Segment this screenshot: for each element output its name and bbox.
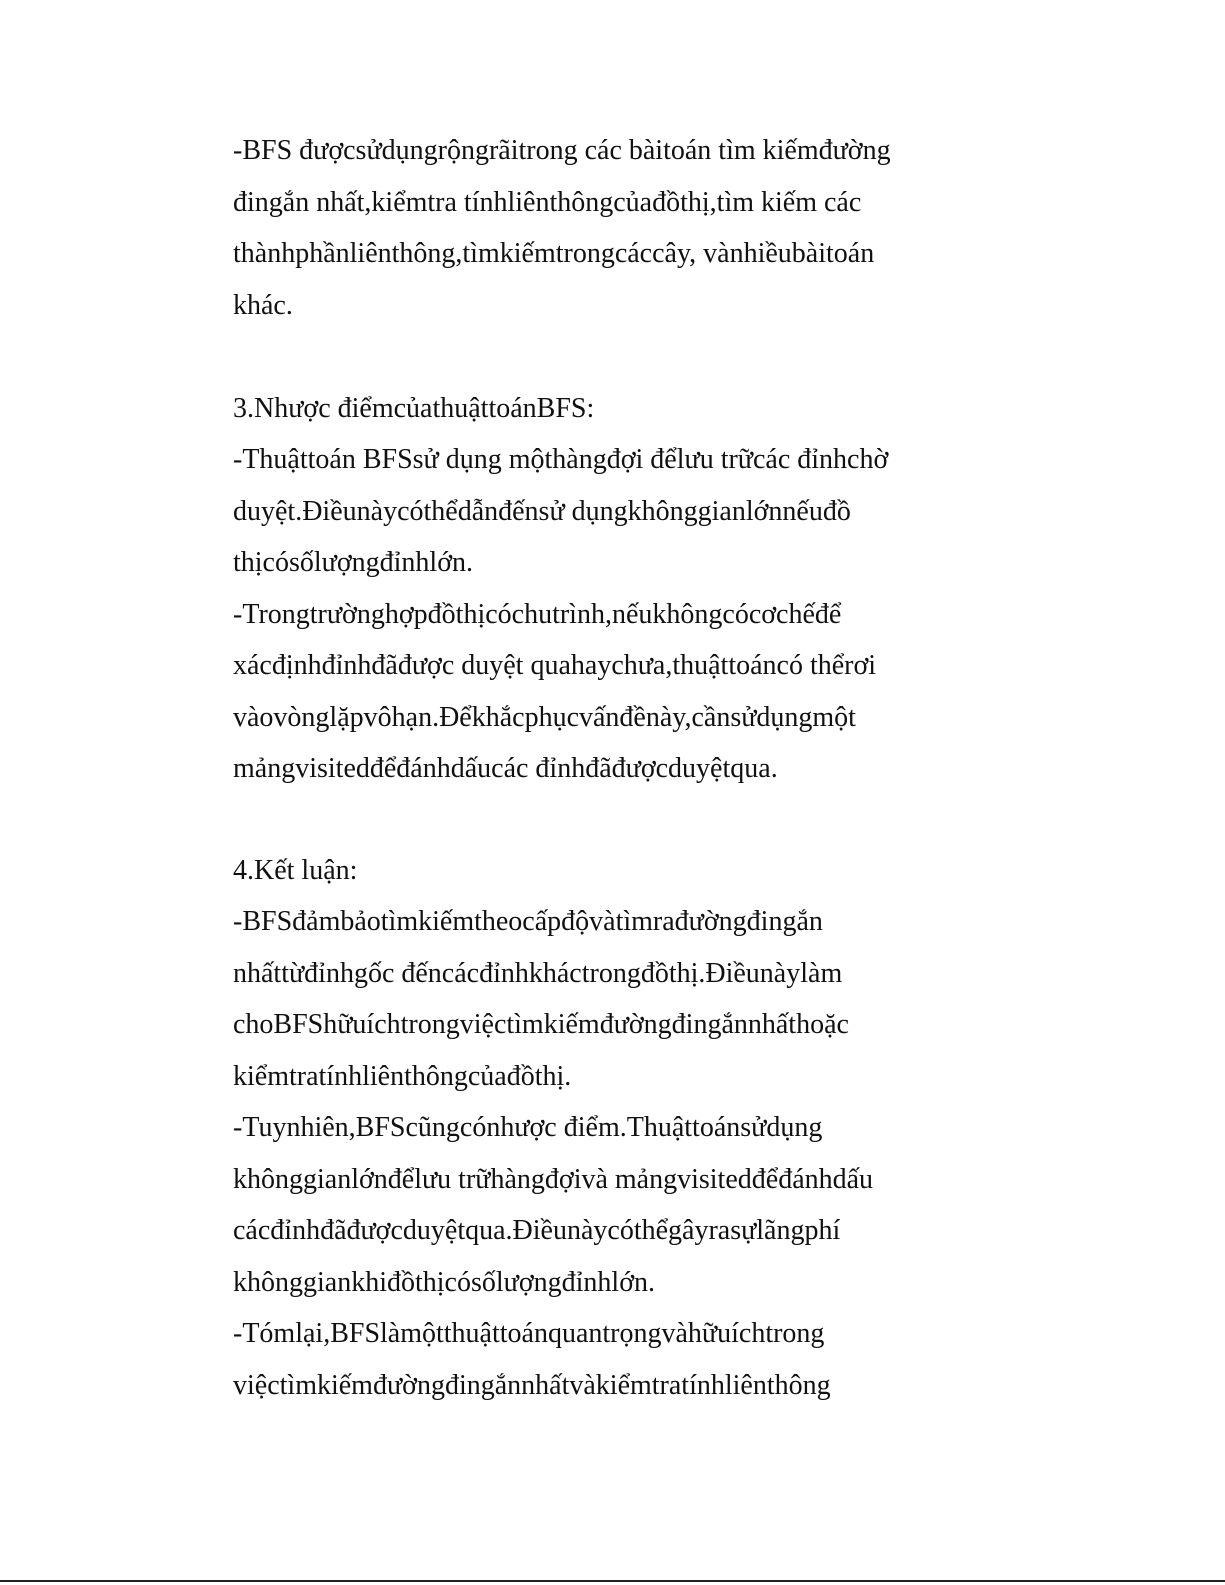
- text-line: xácđịnhđỉnhđãđược duyệt quahaychưa,thuậttoáncó thểrơi: [233, 650, 877, 681]
- text-line: vàovònglặpvôhạn.Đểkhắcphụcvấnđềnày,cầnsửdụngmột: [233, 702, 856, 733]
- text-line: cácđỉnhđãđượcduyệtqua.Điềunàycóthểgâyrasựlãngphí: [233, 1215, 841, 1246]
- text-line: mảngvisitedđểđánhdấucác đỉnhđãđượcduyệtqua.: [233, 753, 778, 784]
- section-heading: 4.Kết luận:: [233, 855, 358, 886]
- text-line: -BFSđảmbảotìmkiếmtheocấpđộvàtìmrađườngđingắn: [233, 906, 823, 937]
- text-line: việctìmkiếmđườngđingắnnhấtvàkiểmtratínhliênthông: [233, 1370, 831, 1401]
- text-line: khác.: [233, 290, 293, 321]
- text-line: khônggianlớnđểlưu trữhàngđợivà mảngvisitedđểđánhdấu: [233, 1164, 874, 1195]
- section-heading: 3.Nhược điểmcủathuậttoánBFS:: [233, 393, 595, 424]
- page-bottom-border: [0, 1580, 1225, 1582]
- text-line: đingắn nhất,kiểmtra tínhliênthôngcủađồthị,tìm kiếm các: [233, 187, 862, 218]
- text-line: -BFS đượcsửdụngrộngrãitrong các bàitoán tìm kiếmđường: [233, 135, 891, 166]
- text-line: choBFShữuíchtrongviệctìmkiếmđườngđingắnnhấthoặc: [233, 1009, 849, 1040]
- text-line: kiểmtratínhliênthôngcủađồthị.: [233, 1061, 572, 1092]
- text-line: thànhphầnliênthông,tìmkiếmtrongcáccây, vànhiềubàitoán: [233, 238, 875, 269]
- text-line: duyệt.Điềunàycóthểdẫnđếnsử dụngkhônggianlớnnếuđồ: [233, 496, 851, 527]
- text-line: -Tuynhiên,BFScũngcónhược điểm.Thuậttoánsửdụng: [233, 1112, 823, 1143]
- text-line: -Tómlại,BFSlàmộtthuậttoánquantrọngvàhữuíchtrong: [233, 1318, 825, 1349]
- text-line: thịcósốlượngđỉnhlớn.: [233, 547, 474, 578]
- text-line: nhấttừđỉnhgốc đếncácđỉnhkháctrongđồthị.Điềunàylàm: [233, 958, 843, 989]
- text-line: -Trongtrườnghợpđồthịcóchutrình,nếukhôngcócơchếđể: [233, 599, 842, 630]
- text-line: khônggiankhiđồthịcósốlượngđỉnhlớn.: [233, 1267, 655, 1298]
- text-line: -Thuậttoán BFSsử dụng mộthàngđợi đểlưu trữcác đỉnhchờ: [233, 444, 889, 475]
